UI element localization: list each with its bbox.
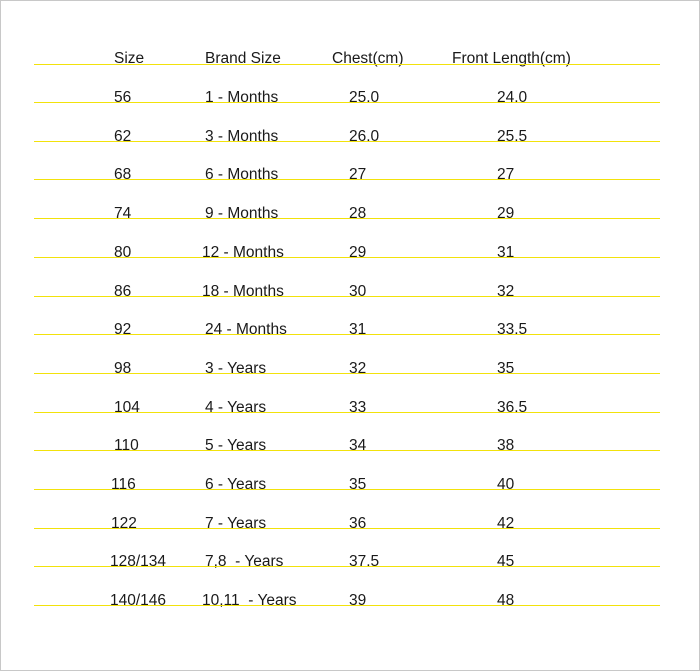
- cell-brand-size: 3 - Years: [205, 359, 267, 377]
- table-row: [0, 360, 700, 386]
- cell-brand-size: 24 - Months: [205, 321, 287, 339]
- header-chest: Chest(cm): [332, 50, 404, 67]
- row-rule: [34, 605, 660, 606]
- cell-chest: 27: [349, 166, 367, 184]
- row-rule: [34, 373, 660, 374]
- table-row: [0, 553, 700, 579]
- cell-chest: 35: [349, 476, 367, 493]
- cell-chest: 37.5: [349, 553, 380, 571]
- cell-chest: 34: [349, 437, 367, 455]
- cell-brand-size: 4 - Years: [205, 398, 267, 416]
- cell-chest: 31: [349, 321, 367, 339]
- cell-front-length: 29: [497, 205, 515, 223]
- cell-size: 68: [114, 166, 132, 184]
- cell-brand-size: 5 - Years: [205, 437, 267, 455]
- cell-size: 140/146: [110, 592, 167, 610]
- table-row: [0, 592, 700, 618]
- header-rule: [34, 64, 660, 65]
- cell-size: 74: [114, 205, 132, 223]
- cell-chest: 26.0: [349, 127, 380, 145]
- cell-size: 128/134: [110, 553, 167, 571]
- cell-front-length: 24.0: [497, 89, 528, 106]
- table-row: [0, 128, 700, 154]
- cell-chest: 33: [349, 398, 367, 416]
- row-rule: [34, 528, 660, 529]
- table-row: [0, 399, 700, 425]
- table-row: [0, 166, 700, 192]
- row-rule: [34, 412, 660, 413]
- cell-front-length: 42: [497, 514, 515, 532]
- cell-brand-size: 10,11 - Years: [202, 592, 297, 610]
- row-rule: [34, 179, 660, 180]
- cell-brand-size: 18 - Months: [202, 282, 284, 300]
- cell-size: 92: [114, 321, 132, 339]
- cell-chest: 36: [349, 514, 367, 532]
- cell-chest: 29: [349, 243, 367, 261]
- row-rule: [34, 102, 660, 103]
- row-rule: [34, 450, 660, 451]
- cell-size: 98: [114, 359, 132, 377]
- table-row: [0, 437, 700, 463]
- header-front-length: Front Length(cm): [452, 50, 571, 67]
- cell-size: 104: [114, 398, 140, 416]
- cell-chest: 28: [349, 205, 367, 223]
- cell-size: 116: [111, 476, 136, 493]
- table-row: [0, 89, 700, 115]
- cell-brand-size: 7,8 - Years: [205, 553, 284, 571]
- table-row: [0, 321, 700, 347]
- cell-front-length: 45: [497, 553, 515, 571]
- cell-front-length: 32: [497, 282, 515, 300]
- row-rule: [34, 566, 660, 567]
- table-row: [0, 244, 700, 270]
- table-row: [0, 476, 700, 502]
- row-rule: [34, 334, 660, 335]
- cell-size: 122: [111, 514, 137, 532]
- table-row: [0, 515, 700, 541]
- table-row: [0, 283, 700, 309]
- cell-brand-size: 7 - Years: [205, 514, 267, 532]
- cell-front-length: 25.5: [497, 127, 528, 145]
- cell-size: 110: [114, 437, 139, 455]
- cell-front-length: 36.5: [497, 398, 528, 416]
- cell-brand-size: 3 - Months: [205, 127, 279, 145]
- row-rule: [34, 489, 660, 490]
- cell-brand-size: 6 - Months: [205, 166, 279, 184]
- cell-brand-size: 9 - Months: [205, 205, 279, 223]
- header-size: Size: [114, 50, 145, 67]
- cell-chest: 30: [349, 282, 367, 300]
- table-row: [0, 205, 700, 231]
- cell-front-length: 31: [497, 243, 515, 261]
- cell-front-length: 35: [497, 359, 515, 377]
- cell-front-length: 38: [497, 437, 515, 455]
- cell-chest: 32: [349, 359, 367, 377]
- header-brand-size: Brand Size: [205, 50, 281, 67]
- row-rule: [34, 141, 660, 142]
- row-rule: [34, 296, 660, 297]
- cell-size: 62: [114, 127, 132, 145]
- cell-brand-size: 1 - Months: [205, 89, 279, 106]
- row-rule: [34, 218, 660, 219]
- cell-size: 56: [114, 89, 132, 106]
- table-header-row: [0, 50, 700, 76]
- cell-front-length: 48: [497, 592, 515, 610]
- cell-front-length: 33.5: [497, 321, 528, 339]
- cell-chest: 25.0: [349, 89, 380, 106]
- cell-size: 80: [114, 243, 132, 261]
- cell-brand-size: 6 - Years: [205, 476, 267, 493]
- cell-front-length: 27: [497, 166, 515, 184]
- row-rule: [34, 257, 660, 258]
- cell-front-length: 40: [497, 476, 515, 493]
- cell-chest: 39: [349, 592, 367, 610]
- cell-brand-size: 12 - Months: [202, 243, 284, 261]
- cell-size: 86: [114, 282, 132, 300]
